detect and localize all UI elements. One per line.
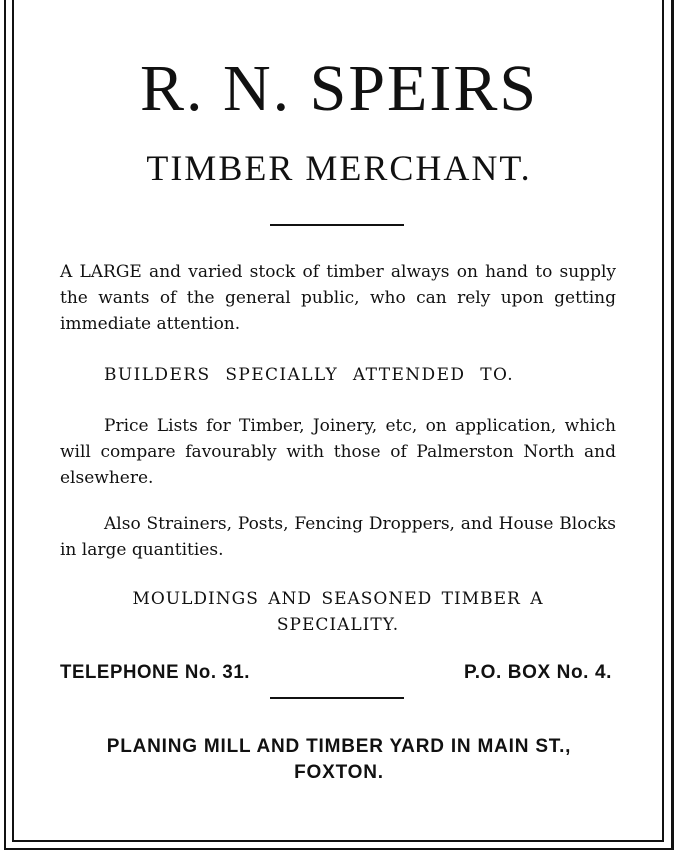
mouldings-line-1: MOULDINGS AND SEASONED TIMBER A (132, 589, 544, 609)
po-box-number: P.O. BOX No. 4. (463, 662, 612, 683)
advertiser-name: R. N. SPEIRS (139, 52, 539, 125)
border-left-inner (12, 0, 14, 842)
footer-address (40, 734, 638, 786)
footer-line-1: PLANING MILL AND TIMBER YARD IN MAIN ST., (106, 736, 572, 757)
divider-bottom (270, 697, 404, 699)
border-right-inner (662, 0, 664, 842)
stock-paragraph: A LARGE and varied stock of timber always on hand to supply the wants of the general public, who can rely upon getting immediate attention. (60, 262, 616, 334)
price-lists-paragraph: Price Lists for Timber, Joinery, etc, on application, which will compare favourably with those of Palmerston North and elsewhere. (60, 416, 616, 488)
strainers-paragraph: Also Strainers, Posts, Fencing Droppers, and House Blocks in large quantities. (60, 514, 616, 560)
divider-top (270, 224, 404, 226)
footer-line-2: FOXTON. (294, 762, 384, 783)
mouldings-block (60, 586, 616, 638)
border-bottom-outer (4, 848, 674, 850)
border-left-outer (4, 0, 6, 850)
border-bottom-inner (12, 840, 664, 842)
telephone-number: TELEPHONE No. 31. (60, 662, 251, 683)
border-right-outer (671, 0, 674, 850)
mouldings-line-2: SPECIALITY. (276, 615, 400, 635)
trade-title: TIMBER MERCHANT. (146, 148, 532, 188)
builders-line: BUILDERS SPECIALLY ATTENDED TO. (104, 365, 515, 385)
